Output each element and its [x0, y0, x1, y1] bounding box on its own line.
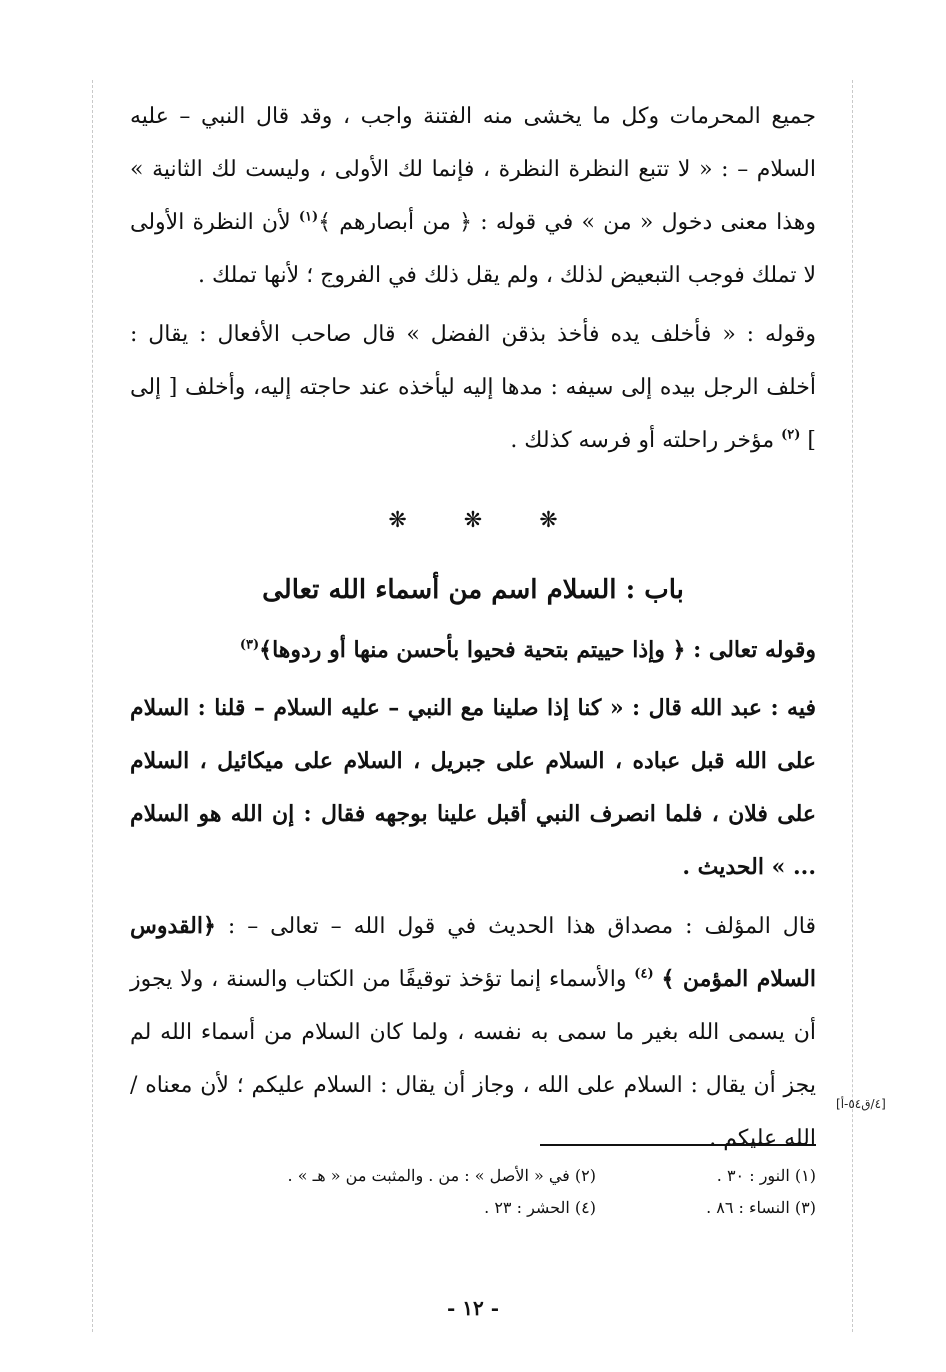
- p2-line-3: إليه، وأخلف [ إلى ]: [130, 375, 816, 453]
- footnote-4: (٤) الحشر : ٢٣ .: [484, 1198, 596, 1217]
- footnote-ref-2: (٢): [781, 427, 801, 443]
- hadith-line-1: فيه : عبد الله قال : « كنا إذا صلينا مع النبي – عليه السلام – قلنا :: [197, 695, 816, 721]
- chapter-verse: [130, 626, 816, 674]
- footnote-2: (٢) في « الأصل » : من . والمثبت من « هـ » .: [287, 1166, 596, 1185]
- footnote-divider: [540, 1144, 816, 1146]
- commentary-line-5: يقال : السلام عليكم ؛ لأن معناه / الله عليكم .: [130, 1073, 816, 1151]
- footnotes: [150, 1160, 816, 1224]
- p2-line-4: مؤخر راحلته أو فرسه كذلك .: [510, 428, 775, 453]
- p1-line-5: الفروج ؛ لأنها تملك .: [198, 263, 382, 288]
- commentary-line-3: والسنة ، ولا يجوز أن يسمى الله بغير ما سمى به نفسه ، ولما كان: [130, 967, 817, 1045]
- p2-line-1: وقوله : « فأخلف يده فأخذ بذقن الفضل » قال صاحب الأفعال :: [199, 322, 816, 347]
- commentary-line-1: قال المؤلف : مصداق هذا الحديث في قول الله – تعالى – :: [227, 914, 816, 939]
- manuscript-margin-note: [٤/ق٥٤-أ]: [836, 1097, 886, 1111]
- verse-text: وقوله تعالى : ﴿ وإذا حييتم بتحية فحيوا بأحسن منها أو ردوها﴾: [259, 637, 816, 663]
- chapter-title: باب : السلام اسم من أسماء الله تعالى: [262, 575, 684, 605]
- footnote-ref-3: (٣): [239, 637, 260, 653]
- paragraph-prohibitions: [130, 90, 816, 302]
- hadith-line-2: السلام على الله قبل عباده ، السلام على جبريل ، السلام على ميكائيل ،: [130, 695, 816, 774]
- p1-line-1: جميع المحرمات وكل ما يخشى منه الفتنة واجب ، وقد قال النبي –: [179, 104, 816, 129]
- footnote-3: (٣) النساء : ٨٦ .: [706, 1198, 816, 1217]
- chapter-body: [130, 682, 816, 1165]
- page-number: - ١٢ -: [446, 1296, 499, 1320]
- footnote-1: (١) النور : ٣٠ .: [716, 1166, 816, 1185]
- commentary-line-4: السلام من أسماء الله لم يجز أن يقال : السلام على الله ، وجاز أن: [130, 1020, 816, 1098]
- scan-guide-line-right: [852, 80, 853, 1332]
- commentary-line-2: والأسماء إنما تؤخذ توقيفًا من الكتاب: [295, 967, 627, 992]
- scan-guide-line-left: [92, 80, 93, 1332]
- p1-line-3: لك الثانية » وهذا معنى دخول « من » في قوله : ﴿ من أبصارهم ﴾: [130, 157, 816, 235]
- p1-line-2: عليه السلام – : « لا تتبع النظرة النظرة ، فإنما لك الأولى ، وليست: [130, 104, 816, 182]
- p2-line-2: يقال : أخلف الرجل بيده إلى سيفه : مدها إليه ليأخذه عند حاجته: [130, 322, 816, 400]
- footnote-row-1: [150, 1160, 816, 1192]
- paragraph-hadith: [130, 682, 816, 894]
- section-separator-stars: ❋ ❋ ❋: [388, 508, 558, 533]
- hadith-line-4: هو السلام ... » الحديث .: [130, 801, 816, 880]
- footnote-ref-4: (٤): [634, 966, 654, 982]
- p1-line-4: لأن النظرة الأولى لا تملك فوجب التبعيض لذلك ، ولم يقل ذلك في: [130, 210, 816, 288]
- footnote-row-2: [150, 1192, 816, 1224]
- section-one: [130, 90, 816, 467]
- footnote-ref-1: (١): [298, 209, 319, 225]
- commentary-verse: ﴿القدوس السلام المؤمن ﴾: [130, 913, 816, 992]
- hadith-line-3: السلام على فلان ، فلما انصرف النبي أقبل علينا بوجهه فقال : إن الله: [130, 748, 816, 827]
- paragraph-akhlaf: [130, 308, 816, 467]
- paragraph-commentary: [130, 900, 816, 1165]
